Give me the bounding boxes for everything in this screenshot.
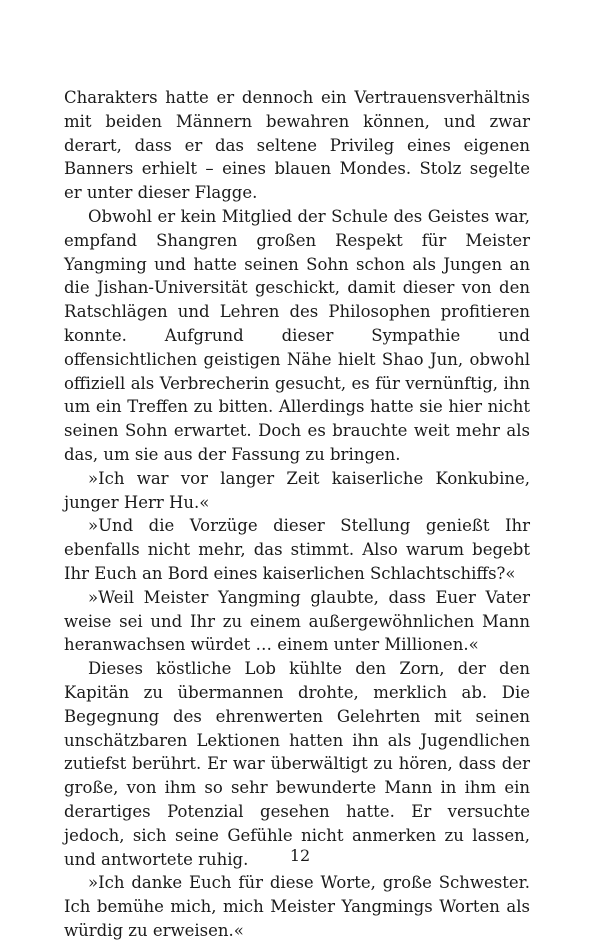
- paragraph: Charakters hatte er dennoch ein Vertrauensverhältnis mit beiden Männern bewahren können, und zwar derart, dass er das seltene Privileg eines eigenen Banners erhielt – eines blauen Mondes. Stolz segelte er unter dieser Flagge.: [64, 88, 530, 203]
- paragraph: Obwohl er kein Mitglied der Schule des Geistes war, empfand Shangren großen Respekt für Meister Yangming und hatte seinen Sohn schon als Jungen an die Jishan-Universität geschickt, damit dieser von den Ratschlägen und Lehren des Philosophen profitieren konnte. Aufgrund dieser Sympathie und offensichtlichen geistigen Nähe hielt Shao Jun, obwohl offiziell als Verbrecherin gesucht, es für vernünftig, ihn um ein Treffen zu bitten. Allerdings hatte sie hier nicht seinen Sohn erwartet. Doch es brauchte weit mehr als das, um sie aus der Fassung zu bringen.: [64, 206, 530, 464]
- paragraph: Dieses köstliche Lob kühlte den Zorn, der den Kapitän zu übermannen drohte, merklich ab. Die Begegnung des ehrenwerten Gelehrten mit seinen unschätzbaren Lektionen hatten ihn als Jugendlichen zutiefst berührt. Er war überwältigt zu hören, dass der große, von ihm so sehr bewunderte Mann in ihm ein derartiges Potenzial gesehen hatte. Er versuchte jedoch, sich seine Gefühle nicht anmerken zu lassen, und antwortete ruhig.: [64, 659, 530, 869]
- paragraph: »Und die Vorzüge dieser Stellung genießt Ihr ebenfalls nicht mehr, das stimmt. Also warum begebt Ihr Euch an Bord eines kaiserlichen Schlachtschiffs?«: [64, 516, 530, 583]
- body-text: [64, 86, 530, 943]
- page-number: 12: [289, 846, 311, 865]
- paragraph: »Ich war vor langer Zeit kaiserliche Konkubine, junger Herr Hu.«: [64, 468, 530, 512]
- paragraph: »Ich danke Euch für diese Worte, große Schwester. Ich bemühe mich, mich Meister Yangmings Worten als würdig zu erweisen.«: [64, 873, 530, 940]
- paragraph: »Weil Meister Yangming glaubte, dass Euer Vater weise sei und Ihr zu einem außergewöhnlichen Mann heranwachsen würdet … einem unter Millionen.«: [64, 587, 530, 655]
